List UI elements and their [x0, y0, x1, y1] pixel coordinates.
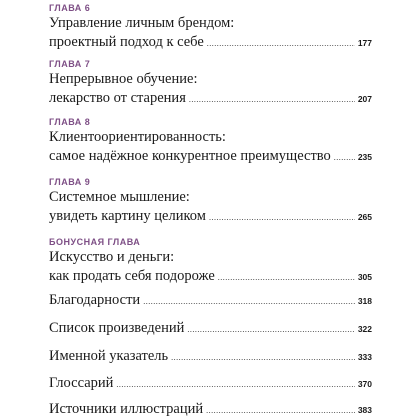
chapter-label: ГЛАВА 7: [49, 59, 91, 69]
toc-row: [49, 33, 372, 52]
dot-leader: [209, 208, 355, 227]
chapter-title: Системное мышление:: [49, 189, 190, 205]
toc-row: [49, 147, 372, 166]
page-number: 265: [357, 212, 372, 222]
page-number: 177: [357, 38, 372, 48]
entry-title: Источники иллюстраций: [49, 401, 204, 417]
page-number: 322: [357, 324, 372, 334]
page-number: 318: [357, 296, 372, 306]
toc-entry-chapter-6[interactable]: [49, 2, 372, 52]
chapter-label: БОНУСНАЯ ГЛАВА: [49, 237, 141, 247]
entry-title: Благодарности: [49, 292, 141, 308]
chapter-title: Непрерывное обучение:: [49, 71, 198, 87]
chapter-title: Управление личным брендом:: [49, 15, 235, 31]
dot-leader: [206, 401, 355, 420]
toc-row: [49, 267, 372, 286]
toc-entry-acknowledgements[interactable]: [49, 291, 372, 310]
page-number: 305: [357, 272, 372, 282]
chapter-subtitle: увидеть картину целиком: [49, 208, 206, 224]
page-number: 370: [357, 379, 372, 389]
chapter-label: ГЛАВА 8: [49, 117, 91, 127]
chapter-subtitle: как продать себя подороже: [49, 268, 215, 284]
toc-entry-chapter-9[interactable]: [49, 176, 372, 226]
entry-title: Именной указатель: [49, 348, 169, 364]
toc-row: [49, 374, 372, 393]
dot-leader: [143, 292, 355, 311]
chapter-title: Искусство и деньги:: [49, 249, 175, 265]
page-number: 333: [357, 352, 372, 362]
toc-row: [49, 347, 372, 366]
dot-leader: [189, 90, 355, 109]
toc-entry-glossary[interactable]: [49, 374, 372, 393]
dot-leader: [171, 348, 355, 367]
toc-entry-chapter-8[interactable]: [49, 116, 372, 166]
toc-row: [49, 89, 372, 108]
chapter-subtitle: лекарство от старения: [49, 90, 186, 106]
page-number: 383: [357, 405, 372, 415]
toc-row: [49, 400, 372, 419]
toc-entry-chapter-7[interactable]: [49, 58, 372, 108]
dot-leader: [207, 34, 355, 53]
dot-leader: [218, 268, 355, 287]
entry-title: Глоссарий: [49, 375, 114, 391]
toc-entry-illustration-sources[interactable]: [49, 400, 372, 419]
chapter-label: ГЛАВА 6: [49, 3, 91, 13]
toc-row: [49, 319, 372, 338]
entry-title: Список произведений: [49, 320, 185, 336]
dot-leader: [187, 320, 354, 339]
chapter-subtitle: проектный подход к себе: [49, 34, 204, 50]
toc-entry-bonus-chapter[interactable]: [49, 236, 372, 286]
toc-entry-name-index[interactable]: [49, 347, 372, 366]
page-number: 207: [357, 94, 372, 104]
dot-leader: [334, 148, 355, 167]
page-number: 235: [357, 152, 372, 162]
toc-row: [49, 207, 372, 226]
chapter-label: ГЛАВА 9: [49, 177, 91, 187]
chapter-subtitle: самое надёжное конкурентное преимущество: [49, 148, 331, 164]
toc-row: [49, 291, 372, 310]
chapter-title: Клиентоориентированность:: [49, 129, 226, 145]
dot-leader: [116, 375, 354, 394]
toc-entry-works-list[interactable]: [49, 319, 372, 338]
